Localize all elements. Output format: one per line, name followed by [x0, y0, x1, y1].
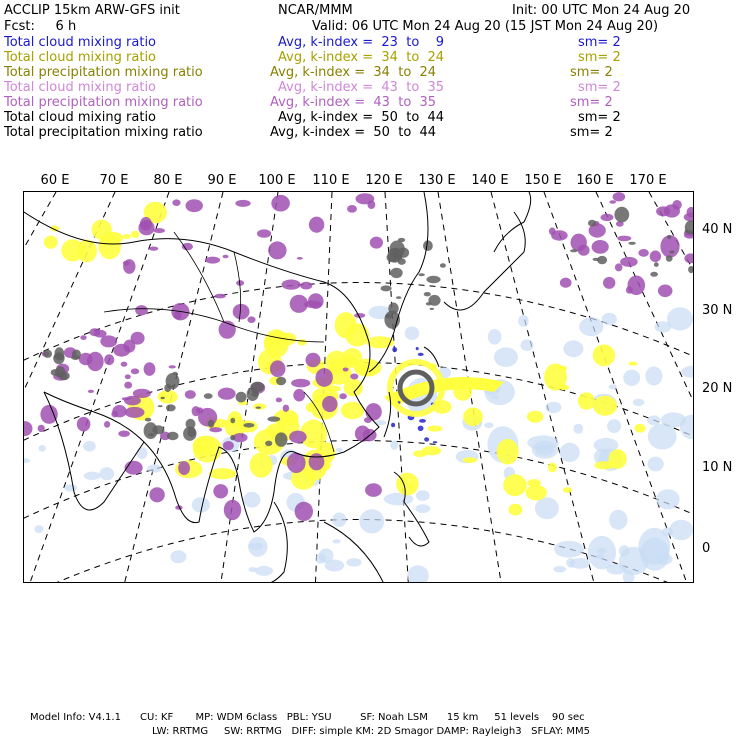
- deep-cloud-patch: [53, 352, 64, 364]
- upper-cloud-patch: [306, 353, 321, 367]
- low-cloud-streak: [418, 426, 424, 431]
- deep-cloud-patch: [593, 258, 600, 261]
- deep-cloud-patch: [381, 285, 392, 291]
- low-cloud-streak: [424, 437, 429, 441]
- field-name: Total precipitation mixing ratio: [4, 125, 203, 140]
- upper-cloud-patch: [282, 280, 301, 290]
- field-avg: Avg, k-index = 34 to 24: [270, 65, 437, 80]
- upper-cloud-patch: [153, 228, 165, 233]
- upper-cloud-patch: [293, 389, 305, 402]
- low-cloud-patch: [147, 464, 161, 472]
- upper-cloud-patch: [24, 421, 33, 436]
- mid-cloud-patch: [61, 239, 84, 261]
- deep-cloud-patch: [685, 230, 689, 233]
- lon-label: 90 E: [207, 173, 237, 188]
- upper-cloud-patch: [308, 293, 324, 309]
- deep-cloud-patch: [628, 242, 635, 245]
- field-smooth: sm= 2: [570, 125, 613, 140]
- low-cloud-patch: [573, 424, 583, 434]
- mid-cloud-patch: [503, 474, 527, 496]
- deep-cloud-patch: [276, 377, 286, 386]
- upper-cloud-patch: [309, 453, 325, 470]
- low-cloud-streak: [391, 423, 395, 428]
- deep-cloud-patch: [418, 273, 424, 276]
- deep-cloud-patch: [265, 441, 272, 446]
- upper-cloud-patch: [124, 396, 141, 406]
- upper-cloud-patch: [209, 427, 222, 432]
- upper-cloud-patch: [89, 328, 100, 336]
- deep-cloud-patch: [654, 262, 659, 267]
- upper-cloud-patch: [223, 255, 229, 259]
- upper-cloud-patch: [235, 200, 250, 207]
- upper-cloud-patch: [104, 421, 110, 428]
- upper-cloud-patch: [316, 368, 333, 387]
- upper-cloud-patch: [603, 277, 615, 289]
- mid-cloud-patch: [578, 392, 595, 409]
- upper-cloud-patch: [578, 245, 590, 256]
- upper-cloud-patch: [592, 240, 609, 254]
- mid-cloud-patch: [526, 485, 547, 501]
- low-cloud-streak: [419, 419, 426, 423]
- cloud-fields: [24, 192, 694, 583]
- upper-cloud-patch: [100, 335, 117, 347]
- upper-cloud-patch: [182, 243, 193, 250]
- upper-cloud-patch: [368, 200, 376, 209]
- deep-cloud-patch: [275, 432, 288, 446]
- low-cloud-patch: [332, 539, 340, 543]
- field-smooth: sm= 2: [570, 65, 613, 80]
- upper-cloud-patch: [172, 199, 180, 206]
- model-physics: LW: RRTMG SW: RRTMG DIFF: simple KM: 2D Smagor DAMP: Rayleigh3 SFLAY: MM5: [152, 726, 591, 737]
- lat-label: 10 N: [702, 460, 733, 475]
- low-cloud-patch: [315, 554, 326, 564]
- upper-cloud-patch: [656, 206, 670, 216]
- lat-label: 40 N: [702, 222, 733, 237]
- field-avg: Avg, k-index = 50 to 44: [270, 125, 437, 140]
- field-name: Total cloud mixing ratio: [4, 50, 157, 65]
- upper-cloud-patch: [295, 502, 313, 521]
- upper-cloud-patch: [297, 257, 303, 260]
- low-cloud-patch: [347, 558, 362, 566]
- model-info: Model Info: V4.1.1 CU: KF MP: WDM 6class PBL: YSU SF: Noah LSM 15 km 51 levels 90 sec: [30, 712, 585, 723]
- low-cloud-patch: [325, 560, 344, 572]
- low-cloud-patch: [535, 497, 559, 519]
- coastline-segment: [444, 212, 525, 310]
- low-cloud-patch: [633, 399, 645, 406]
- mid-cloud-patch: [463, 457, 477, 463]
- lon-label: 60 E: [40, 173, 70, 188]
- upper-cloud-patch: [283, 405, 289, 412]
- low-cloud-patch: [359, 509, 384, 533]
- parallel-line: [24, 441, 694, 539]
- valid-time: Valid: 06 UTC Mon 24 Aug 20 (15 JST Mon 24 Aug 20): [312, 19, 659, 34]
- deep-cloud-patch: [161, 397, 165, 399]
- deep-cloud-patch: [387, 253, 399, 262]
- deep-cloud-patch: [667, 235, 671, 239]
- upper-cloud-patch: [620, 257, 638, 267]
- upper-cloud-patch: [40, 405, 57, 424]
- field-smooth: sm= 2: [570, 95, 613, 110]
- low-cloud-streak: [416, 347, 419, 350]
- lat-label: 20 N: [702, 381, 733, 396]
- upper-cloud-patch: [131, 368, 139, 374]
- upper-cloud-patch: [213, 484, 228, 498]
- mid-cloud-patch: [508, 504, 522, 516]
- deep-cloud-patch: [440, 263, 446, 268]
- upper-cloud-patch: [205, 257, 220, 264]
- upper-cloud-patch: [186, 199, 203, 212]
- mid-cloud-patch: [331, 358, 348, 365]
- lon-label: 70 E: [99, 173, 129, 188]
- deep-cloud-patch: [186, 419, 196, 429]
- upper-cloud-patch: [121, 362, 128, 367]
- upper-cloud-patch: [214, 294, 225, 299]
- upper-cloud-patch: [135, 305, 148, 315]
- low-cloud-patch: [137, 447, 148, 459]
- mid-cloud-patch: [193, 436, 222, 463]
- low-cloud-patch: [249, 543, 263, 550]
- upper-cloud-patch: [144, 362, 156, 376]
- low-cloud-patch: [623, 570, 635, 583]
- low-cloud-patch: [243, 492, 260, 508]
- mid-cloud-patch: [158, 390, 177, 404]
- upper-cloud-patch: [268, 241, 286, 259]
- lon-label: 140 E: [471, 173, 509, 188]
- field-smooth: sm= 2: [578, 110, 621, 125]
- deep-cloud-patch: [145, 418, 151, 422]
- field-avg: Avg, k-index = 34 to 24: [278, 50, 445, 65]
- upper-cloud-patch: [560, 278, 572, 288]
- low-cloud-patch: [546, 402, 562, 413]
- mid-cloud-patch: [344, 379, 363, 396]
- mid-cloud-patch: [98, 234, 121, 260]
- mid-cloud-patch: [463, 408, 483, 427]
- low-cloud-patch: [100, 467, 115, 480]
- deep-cloud-patch: [396, 296, 401, 299]
- deep-cloud-patch: [430, 308, 434, 310]
- mid-cloud-patch: [327, 386, 341, 392]
- field-avg: Avg, k-index = 50 to 44: [278, 110, 445, 125]
- upper-cloud-patch: [178, 461, 190, 475]
- upper-cloud-patch: [185, 390, 196, 399]
- low-cloud-patch: [588, 536, 616, 570]
- low-cloud-patch: [563, 340, 583, 357]
- init-time: Init: 00 UTC Mon 24 Aug 20: [512, 3, 691, 18]
- deep-cloud-patch: [158, 405, 163, 407]
- upper-cloud-patch: [38, 425, 45, 432]
- upper-cloud-patch: [123, 340, 135, 353]
- low-cloud-patch: [488, 329, 502, 345]
- mid-cloud-patch: [498, 450, 505, 454]
- low-cloud-patch: [609, 384, 617, 389]
- deep-cloud-patch: [59, 372, 70, 381]
- upper-cloud-patch: [149, 247, 158, 251]
- mid-cloud-patch: [335, 312, 357, 338]
- run-title: ACCLIP 15km ARW-GFS init: [4, 3, 180, 18]
- upper-cloud-patch: [218, 388, 236, 400]
- field-name: Total precipitation mixing ratio: [4, 95, 203, 110]
- low-cloud-patch: [669, 520, 693, 540]
- upper-cloud-patch: [609, 200, 616, 204]
- deep-cloud-patch: [426, 276, 440, 283]
- field-avg: Avg, k-index = 43 to 35: [270, 95, 437, 110]
- upper-cloud-patch: [658, 285, 673, 298]
- mid-cloud-patch: [593, 396, 617, 416]
- upper-cloud-patch: [290, 295, 308, 313]
- low-cloud-patch: [607, 419, 621, 433]
- low-cloud-patch: [415, 504, 430, 513]
- field-name: Total cloud mixing ratio: [4, 110, 157, 125]
- low-cloud-patch: [336, 448, 343, 452]
- low-cloud-patch: [84, 472, 101, 480]
- field-avg: Avg, k-index = 43 to 35: [278, 80, 445, 95]
- deep-cloud-patch: [148, 433, 154, 436]
- upper-cloud-patch: [77, 417, 91, 432]
- deep-cloud-patch: [666, 255, 673, 261]
- upper-cloud-patch: [87, 352, 104, 372]
- deep-cloud-patch: [398, 258, 406, 265]
- mid-cloud-patch: [628, 362, 637, 366]
- low-cloud-streak: [418, 353, 424, 356]
- upper-cloud-patch: [169, 365, 176, 368]
- lon-label: 170 E: [629, 173, 667, 188]
- upper-cloud-patch: [365, 483, 382, 497]
- low-cloud-patch: [521, 339, 534, 351]
- mid-cloud-patch: [209, 468, 236, 479]
- upper-cloud-patch: [223, 441, 234, 450]
- upper-cloud-patch: [339, 393, 347, 399]
- low-cloud-patch: [647, 415, 661, 425]
- deep-cloud-patch: [236, 392, 247, 403]
- low-cloud-patch: [560, 443, 580, 462]
- mid-cloud-patch: [354, 359, 382, 377]
- low-cloud-patch: [255, 566, 273, 576]
- upper-cloud-patch: [247, 316, 255, 323]
- deep-cloud-patch: [570, 249, 577, 252]
- low-cloud-patch: [484, 423, 493, 429]
- forecast-map: [23, 191, 694, 583]
- low-cloud-patch: [602, 313, 617, 326]
- mid-cloud-patch: [250, 453, 273, 478]
- low-cloud-patch: [491, 396, 499, 399]
- upper-cloud-patch: [300, 282, 312, 290]
- lon-label: 150 E: [524, 173, 562, 188]
- lat-label: 30 N: [702, 303, 733, 318]
- low-cloud-patch: [656, 489, 679, 509]
- mid-cloud-patch: [563, 487, 572, 493]
- forecast-hour: Fcst: 6 h: [4, 19, 77, 34]
- upper-cloud-patch: [104, 354, 114, 365]
- upper-cloud-patch: [123, 259, 135, 274]
- upper-cloud-patch: [122, 397, 128, 400]
- deep-cloud-patch: [43, 350, 52, 358]
- lon-label: 80 E: [153, 173, 183, 188]
- deep-cloud-patch: [588, 220, 596, 227]
- lon-label: 130 E: [418, 173, 456, 188]
- low-cloud-patch: [494, 347, 518, 367]
- mid-cloud-patch: [635, 424, 646, 433]
- upper-cloud-patch: [684, 253, 694, 263]
- upper-cloud-patch: [149, 487, 164, 502]
- low-cloud-patch: [645, 367, 662, 386]
- deep-cloud-patch: [166, 373, 180, 389]
- low-cloud-patch: [64, 484, 77, 491]
- low-cloud-patch: [416, 490, 430, 501]
- field-name: Total cloud mixing ratio: [4, 80, 157, 95]
- upper-cloud-patch: [613, 192, 626, 201]
- low-cloud-patch: [667, 307, 693, 330]
- field-name: Total precipitation mixing ratio: [4, 65, 203, 80]
- upper-cloud-patch: [650, 251, 661, 263]
- upper-cloud-patch: [322, 396, 337, 412]
- low-cloud-patch: [527, 435, 559, 450]
- lon-label: 120 E: [365, 173, 403, 188]
- low-cloud-patch: [609, 510, 627, 530]
- deep-cloud-patch: [166, 404, 176, 411]
- mid-cloud-patch: [548, 463, 557, 473]
- upper-cloud-patch: [88, 390, 94, 393]
- deep-cloud-patch: [230, 435, 235, 440]
- deep-cloud-patch: [424, 292, 431, 296]
- map-canvas: [24, 192, 694, 583]
- mid-cloud-patch: [44, 236, 58, 249]
- mid-cloud-patch: [413, 450, 427, 457]
- low-cloud-patch: [34, 525, 43, 533]
- low-cloud-patch: [553, 566, 566, 572]
- deep-cloud-patch: [428, 295, 440, 306]
- low-cloud-patch: [566, 558, 575, 568]
- deep-cloud-patch: [230, 418, 235, 424]
- deep-cloud-patch: [688, 266, 694, 273]
- deep-cloud-patch: [208, 420, 215, 428]
- low-cloud-patch: [170, 550, 186, 563]
- low-cloud-patch: [647, 457, 663, 472]
- upper-cloud-patch: [626, 286, 633, 293]
- mid-cloud-patch: [396, 473, 418, 496]
- upper-cloud-patch: [224, 500, 241, 520]
- field-smooth: sm= 2: [578, 35, 621, 50]
- low-cloud-streak: [392, 347, 397, 352]
- upper-cloud-patch: [370, 237, 383, 249]
- field-smooth: sm= 2: [578, 50, 621, 65]
- low-cloud-patch: [623, 370, 640, 386]
- upper-cloud-patch: [309, 217, 324, 233]
- upper-cloud-patch: [125, 374, 131, 379]
- upper-cloud-patch: [118, 431, 130, 437]
- mid-cloud-patch: [527, 411, 544, 423]
- upper-cloud-patch: [271, 195, 290, 212]
- mid-cloud-patch: [558, 366, 567, 371]
- upper-cloud-patch: [140, 217, 152, 231]
- upper-cloud-patch: [615, 263, 623, 271]
- upper-cloud-patch: [365, 403, 381, 420]
- mid-cloud-patch: [427, 426, 442, 432]
- deep-cloud-patch: [267, 416, 280, 421]
- upper-cloud-patch: [257, 229, 271, 237]
- mid-cloud-patch: [297, 339, 306, 346]
- upper-cloud-patch: [276, 398, 282, 403]
- lat-label: 0: [702, 541, 711, 556]
- deep-cloud-patch: [256, 407, 262, 409]
- field-smooth: sm= 2: [578, 80, 621, 95]
- upper-cloud-patch: [233, 304, 250, 320]
- deep-cloud-patch: [390, 268, 402, 278]
- deep-cloud-patch: [243, 423, 254, 428]
- upper-cloud-patch: [355, 426, 370, 442]
- upper-cloud-patch: [601, 214, 614, 221]
- upper-cloud-patch: [291, 379, 310, 388]
- field-avg: Avg, k-index = 23 to 9: [278, 35, 445, 50]
- upper-cloud-patch: [343, 368, 349, 372]
- low-cloud-patch: [648, 424, 677, 450]
- upper-cloud-patch: [638, 249, 648, 257]
- lon-label: 100 E: [258, 173, 296, 188]
- upper-cloud-patch: [672, 200, 681, 210]
- deep-cloud-patch: [173, 372, 178, 375]
- mid-cloud-patch: [609, 449, 627, 469]
- upper-cloud-patch: [124, 382, 132, 389]
- low-cloud-patch: [24, 458, 30, 463]
- upper-cloud-patch: [112, 405, 126, 417]
- deep-cloud-patch: [650, 272, 658, 277]
- low-cloud-patch: [390, 441, 398, 450]
- upper-cloud-patch: [551, 230, 568, 240]
- low-cloud-patch: [518, 315, 529, 327]
- upper-cloud-patch: [125, 407, 145, 418]
- deep-cloud-patch: [72, 350, 81, 359]
- low-cloud-streak: [433, 441, 437, 443]
- deep-cloud-patch: [669, 251, 674, 254]
- low-cloud-patch: [579, 317, 603, 336]
- deep-cloud-patch: [152, 425, 164, 434]
- low-cloud-patch: [332, 513, 346, 528]
- upper-cloud-patch: [347, 205, 357, 213]
- upper-cloud-patch: [289, 431, 307, 444]
- deep-cloud-patch: [251, 382, 265, 392]
- deep-cloud-patch: [167, 432, 179, 440]
- upper-cloud-patch: [270, 360, 286, 377]
- organization-label: NCAR/MMM: [278, 3, 353, 18]
- deep-cloud-patch: [614, 207, 629, 223]
- lon-label: 160 E: [576, 173, 614, 188]
- upper-cloud-patch: [617, 236, 631, 242]
- upper-cloud-patch: [350, 374, 358, 380]
- mid-cloud-patch: [593, 344, 615, 366]
- upper-cloud-patch: [80, 335, 86, 340]
- deep-cloud-patch: [204, 393, 213, 399]
- low-cloud-patch: [407, 565, 429, 583]
- low-cloud-patch: [681, 366, 694, 378]
- lon-label: 110 E: [312, 173, 350, 188]
- field-name: Total cloud mixing ratio: [4, 35, 157, 50]
- mid-cloud-patch: [131, 231, 140, 238]
- low-cloud-patch: [405, 327, 420, 340]
- low-cloud-patch: [38, 445, 45, 452]
- mid-cloud-patch: [123, 234, 131, 239]
- low-cloud-patch: [554, 541, 584, 558]
- low-cloud-patch: [619, 547, 649, 575]
- deep-cloud-patch: [423, 240, 433, 251]
- low-cloud-patch: [83, 441, 96, 452]
